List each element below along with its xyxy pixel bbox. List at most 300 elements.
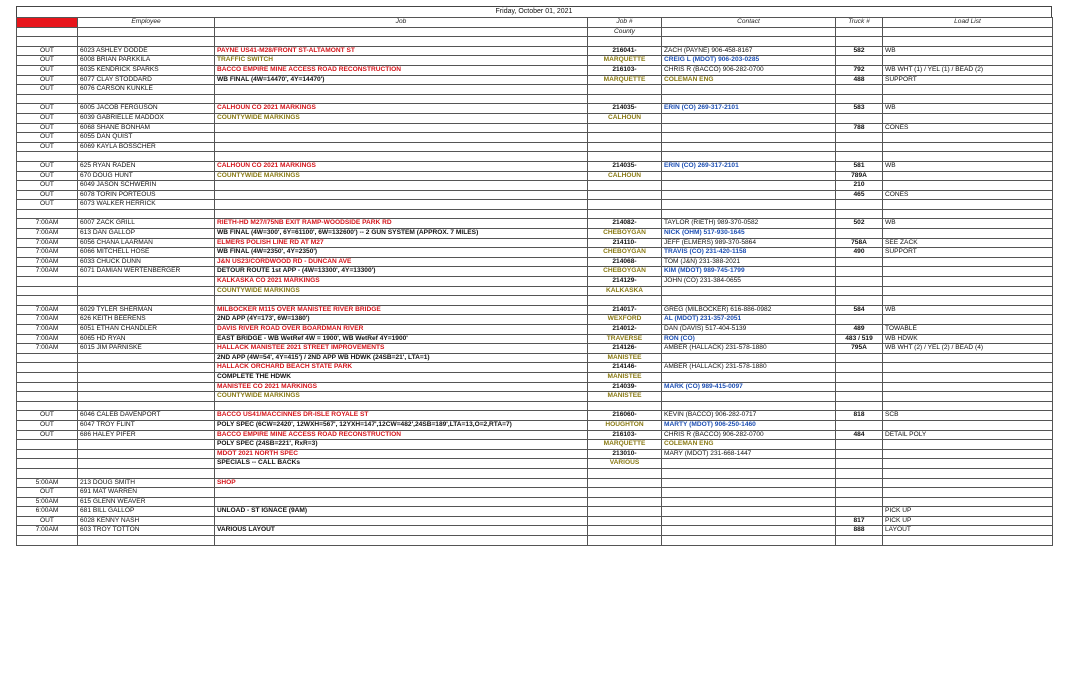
- row-contact: DAN (DAVIS) 517-404-5139: [662, 325, 836, 335]
- row-contact: [662, 372, 836, 382]
- row-contact: COLEMAN ENG: [662, 75, 836, 85]
- row-truck: 484: [836, 430, 883, 440]
- row-job: MDOT 2021 NORTH SPEC: [215, 449, 588, 459]
- row-contact: TRAVIS (CO) 231-420-1158: [662, 248, 836, 258]
- table-row: [17, 507, 1053, 517]
- row-job: [215, 181, 588, 191]
- row-truck: 210: [836, 181, 883, 191]
- row-load-list: [883, 152, 1053, 162]
- row-contact: [662, 171, 836, 181]
- row-job: POLY SPEC (24SB=221', RxR=3): [215, 440, 588, 450]
- row-time: OUT: [17, 430, 78, 440]
- row-job-number: MANISTEE: [588, 392, 662, 402]
- row-truck: [836, 401, 883, 411]
- row-truck: 502: [836, 219, 883, 229]
- row-time: [17, 401, 78, 411]
- row-job: ELMERS POLISH LINE RD AT M27: [215, 238, 588, 248]
- row-load-list: [883, 133, 1053, 143]
- schedule-sheet: [16, 6, 1052, 546]
- row-job: SPECIALS -- CALL BACKs: [215, 459, 588, 469]
- row-employee: 6046 CALEB DAVENPORT: [78, 411, 215, 421]
- row-load-list: [883, 401, 1053, 411]
- row-employee: [78, 401, 215, 411]
- row-job: MANISTEE CO 2021 MARKINGS: [215, 382, 588, 392]
- row-truck: 758A: [836, 238, 883, 248]
- row-truck: [836, 296, 883, 306]
- row-job-number: 214035-: [588, 104, 662, 114]
- row-truck: [836, 363, 883, 373]
- table-row: [17, 209, 1053, 219]
- row-employee: 6035 KENDRICK SPARKS: [78, 65, 215, 75]
- row-contact: [662, 478, 836, 488]
- row-contact: JEFF (ELMERS) 989-370-5864: [662, 238, 836, 248]
- row-job: [215, 497, 588, 507]
- table-row: [17, 526, 1053, 536]
- table-row: [17, 468, 1053, 478]
- row-contact: [662, 392, 836, 402]
- row-contact: [662, 353, 836, 363]
- row-contact: MARK (CO) 989-415-0097: [662, 382, 836, 392]
- row-job-number: 214146-: [588, 363, 662, 373]
- row-truck: [836, 200, 883, 210]
- table-row: [17, 536, 1053, 546]
- row-job: CALHOUN CO 2021 MARKINGS: [215, 161, 588, 171]
- row-time: [17, 449, 78, 459]
- row-employee: [78, 382, 215, 392]
- row-load-list: [883, 94, 1053, 104]
- table-row: [17, 430, 1053, 440]
- row-contact: [662, 133, 836, 143]
- row-contact: [662, 85, 836, 95]
- row-time: [17, 459, 78, 469]
- row-job-number: MARQUETTE: [588, 56, 662, 66]
- row-load-list: [883, 449, 1053, 459]
- table-row: [17, 516, 1053, 526]
- row-time: 7:00AM: [17, 526, 78, 536]
- row-job: RIETH-HD M27/I75NB EXIT RAMP-WOODSIDE PARK RD: [215, 219, 588, 229]
- row-contact: TOM (J&N) 231-388-2021: [662, 257, 836, 267]
- row-contact: ZACH (PAYNE) 906-458-8167: [662, 46, 836, 56]
- row-job-number: [588, 200, 662, 210]
- col-jobno-header: Job #: [588, 18, 662, 28]
- row-job: DETOUR ROUTE 1st APP - (4W=13300', 4Y=13300'): [215, 267, 588, 277]
- row-job-number: CHEBOYGAN: [588, 229, 662, 239]
- table-row: [17, 286, 1053, 296]
- row-employee: [78, 37, 215, 47]
- row-contact: [662, 536, 836, 546]
- row-employee: 6029 TYLER SHERMAN: [78, 305, 215, 315]
- row-job: PAYNE US41-M28/FRONT ST-ALTAMONT ST: [215, 46, 588, 56]
- row-truck: [836, 507, 883, 517]
- row-job-number: 214068-: [588, 257, 662, 267]
- row-time: 7:00AM: [17, 229, 78, 239]
- row-job-number: 214017-: [588, 305, 662, 315]
- row-job: [215, 296, 588, 306]
- row-contact: CHRIS R (BACCO) 906-282-0700: [662, 430, 836, 440]
- row-truck: [836, 372, 883, 382]
- row-job: [215, 200, 588, 210]
- row-load-list: [883, 459, 1053, 469]
- row-job-number: MARQUETTE: [588, 75, 662, 85]
- row-time: OUT: [17, 85, 78, 95]
- row-job: 2ND APP (4W=54', 4Y=415') / 2ND APP WB HDWK (24SB=21', LTA=1): [215, 353, 588, 363]
- row-contact: [662, 200, 836, 210]
- row-time: [17, 152, 78, 162]
- row-job-number: CHEBOYGAN: [588, 267, 662, 277]
- row-truck: [836, 267, 883, 277]
- row-load-list: [883, 315, 1053, 325]
- row-job-number: [588, 468, 662, 478]
- table-row: [17, 382, 1053, 392]
- row-job: COUNTYWIDE MARKINGS: [215, 113, 588, 123]
- row-job: [215, 27, 588, 37]
- row-job: DAVIS RIVER ROAD OVER BOARDMAN RIVER: [215, 325, 588, 335]
- row-employee: [78, 286, 215, 296]
- row-load-list: WB: [883, 219, 1053, 229]
- row-time: 7:00AM: [17, 305, 78, 315]
- row-employee: 6055 DAN QUIST: [78, 133, 215, 143]
- row-truck: 818: [836, 411, 883, 421]
- row-contact: TAYLOR (RIETH) 989-370-0582: [662, 219, 836, 229]
- row-employee: 6068 SHANE BONHAM: [78, 123, 215, 133]
- row-employee: [78, 353, 215, 363]
- row-employee: 6065 HD RYAN: [78, 334, 215, 344]
- row-contact: KEVIN (BACCO) 906-282-0717: [662, 411, 836, 421]
- row-contact: [662, 401, 836, 411]
- table-row: [17, 94, 1053, 104]
- row-load-list: [883, 286, 1053, 296]
- row-time: 7:00AM: [17, 257, 78, 267]
- row-truck: 817: [836, 516, 883, 526]
- table-row: [17, 411, 1053, 421]
- row-job-number: 214082-: [588, 219, 662, 229]
- row-load-list: [883, 257, 1053, 267]
- row-load-list: [883, 372, 1053, 382]
- row-job: J&N US23/CORDWOOD RD - DUNCAN AVE: [215, 257, 588, 267]
- row-truck: [836, 382, 883, 392]
- row-job-number: HOUGHTON: [588, 420, 662, 430]
- row-contact: [662, 27, 836, 37]
- row-time: OUT: [17, 113, 78, 123]
- table-row: [17, 171, 1053, 181]
- row-job: WB FINAL (4W=14470', 4Y=14470'): [215, 75, 588, 85]
- row-job-number: 214039-: [588, 382, 662, 392]
- row-job-number: [588, 497, 662, 507]
- row-job: [215, 94, 588, 104]
- row-job: BACCO US41/MACCINNES DR-ISLE ROYALE ST: [215, 411, 588, 421]
- row-job: CALHOUN CO 2021 MARKINGS: [215, 104, 588, 114]
- row-job-number: 216103-: [588, 430, 662, 440]
- row-contact: COLEMAN ENG: [662, 440, 836, 450]
- row-employee: 6049 JASON SCHWERIN: [78, 181, 215, 191]
- row-contact: AL (MDOT) 231-357-2051: [662, 315, 836, 325]
- row-truck: [836, 497, 883, 507]
- row-truck: [836, 142, 883, 152]
- row-time: OUT: [17, 488, 78, 498]
- row-truck: [836, 113, 883, 123]
- row-truck: 582: [836, 46, 883, 56]
- row-job-number: [588, 296, 662, 306]
- row-truck: [836, 449, 883, 459]
- row-contact: ERIN (CO) 269-317-2101: [662, 104, 836, 114]
- table-row: [17, 497, 1053, 507]
- row-job-number: CALHOUN: [588, 113, 662, 123]
- col-employee-header: Employee: [78, 18, 215, 28]
- row-truck: [836, 315, 883, 325]
- col-load-header: Load List: [883, 18, 1053, 28]
- row-employee: [78, 440, 215, 450]
- row-contact: [662, 516, 836, 526]
- row-time: [17, 94, 78, 104]
- row-job-number: 216041-: [588, 46, 662, 56]
- row-load-list: SUPPORT: [883, 248, 1053, 258]
- row-truck: 795A: [836, 344, 883, 354]
- row-job-number: KALKASKA: [588, 286, 662, 296]
- row-load-list: WB: [883, 46, 1053, 56]
- row-contact: [662, 181, 836, 191]
- row-employee: 6071 DAMIAN WERTENBERGER: [78, 267, 215, 277]
- table-row: [17, 190, 1053, 200]
- row-job-number: [588, 209, 662, 219]
- row-job-number: [588, 94, 662, 104]
- row-contact: JOHN (CO) 231-384-0655: [662, 277, 836, 287]
- row-load-list: [883, 277, 1053, 287]
- row-job: [215, 142, 588, 152]
- row-load-list: WB WHT (2) / YEL (2) / BEAD (4): [883, 344, 1053, 354]
- row-job: [215, 85, 588, 95]
- row-time: [17, 372, 78, 382]
- table-row: [17, 488, 1053, 498]
- row-employee: [78, 363, 215, 373]
- header-row: [17, 18, 1053, 28]
- row-load-list: [883, 209, 1053, 219]
- row-load-list: [883, 488, 1053, 498]
- row-employee: [78, 296, 215, 306]
- schedule-date: Friday, October 01, 2021: [16, 6, 1052, 17]
- row-load-list: WB WHT (1) / YEL (1) / BEAD (2): [883, 65, 1053, 75]
- row-employee: 6078 TORIN PORTEOUS: [78, 190, 215, 200]
- row-contact: RON (CO): [662, 334, 836, 344]
- row-load-list: SUPPORT: [883, 75, 1053, 85]
- row-job-number: CHEBOYGAN: [588, 248, 662, 258]
- table-row: [17, 248, 1053, 258]
- row-employee: [78, 468, 215, 478]
- row-time: [17, 296, 78, 306]
- row-job: [215, 209, 588, 219]
- row-truck: 490: [836, 248, 883, 258]
- row-truck: 792: [836, 65, 883, 75]
- row-time: [17, 27, 78, 37]
- table-row: [17, 113, 1053, 123]
- row-employee: 6008 BRIAN PARKKILA: [78, 56, 215, 66]
- row-load-list: [883, 440, 1053, 450]
- table-row: [17, 161, 1053, 171]
- row-contact: [662, 142, 836, 152]
- row-load-list: [883, 478, 1053, 488]
- row-job: POLY SPEC (6CW=2420', 12WXH=567', 12YXH=147',12CW=482',24SB=189',LTA=13,O=2,RTA=7): [215, 420, 588, 430]
- row-job-number: 214110-: [588, 238, 662, 248]
- row-truck: [836, 488, 883, 498]
- row-job: 2ND APP (4Y=173', 6W=1380'): [215, 315, 588, 325]
- row-employee: 6028 KENNY NASH: [78, 516, 215, 526]
- row-truck: 465: [836, 190, 883, 200]
- row-job: MILBOCKER M115 OVER MANISTEE RIVER BRIDGE: [215, 305, 588, 315]
- row-time: 5:00AM: [17, 478, 78, 488]
- table-row: [17, 46, 1053, 56]
- row-load-list: PICK UP: [883, 516, 1053, 526]
- table-row: [17, 229, 1053, 239]
- table-row: [17, 315, 1053, 325]
- row-load-list: WB: [883, 161, 1053, 171]
- table-row: [17, 27, 1053, 37]
- row-time: 7:00AM: [17, 344, 78, 354]
- row-job: KALKASKA CO 2021 MARKINGS: [215, 277, 588, 287]
- row-employee: 681 BILL GALLOP: [78, 507, 215, 517]
- row-job-number: [588, 181, 662, 191]
- row-truck: [836, 133, 883, 143]
- row-job-number: [588, 507, 662, 517]
- row-time: OUT: [17, 200, 78, 210]
- schedule-table: [16, 17, 1053, 546]
- row-contact: CREIG L (MDOT) 906-203-0285: [662, 56, 836, 66]
- row-truck: [836, 85, 883, 95]
- table-row: [17, 401, 1053, 411]
- row-job: [215, 536, 588, 546]
- row-time: OUT: [17, 133, 78, 143]
- row-job: [215, 152, 588, 162]
- row-load-list: [883, 85, 1053, 95]
- row-load-list: [883, 353, 1053, 363]
- row-truck: 584: [836, 305, 883, 315]
- row-employee: 670 DOUG HUNT: [78, 171, 215, 181]
- row-truck: [836, 353, 883, 363]
- row-truck: [836, 459, 883, 469]
- row-job: TRAFFIC SWITCH: [215, 56, 588, 66]
- row-job: [215, 516, 588, 526]
- row-employee: [78, 209, 215, 219]
- row-truck: [836, 37, 883, 47]
- row-job-number: 216103-: [588, 65, 662, 75]
- table-row: [17, 459, 1053, 469]
- row-contact: [662, 507, 836, 517]
- row-load-list: LAYOUT: [883, 526, 1053, 536]
- row-job: BACCO EMPIRE MINE ACCESS ROAD RECONSTRUCTION: [215, 65, 588, 75]
- row-load-list: [883, 497, 1053, 507]
- row-load-list: [883, 420, 1053, 430]
- row-truck: [836, 277, 883, 287]
- row-job-number: 216060-: [588, 411, 662, 421]
- row-truck: 489: [836, 325, 883, 335]
- row-load-list: CONES: [883, 123, 1053, 133]
- row-truck: 483 / 519: [836, 334, 883, 344]
- row-contact: [662, 152, 836, 162]
- row-contact: [662, 459, 836, 469]
- table-row: [17, 372, 1053, 382]
- row-time: 7:00AM: [17, 238, 78, 248]
- row-contact: [662, 37, 836, 47]
- row-job-number: 214129-: [588, 277, 662, 287]
- row-contact: CHRIS R (BACCO) 906-282-0700: [662, 65, 836, 75]
- row-job-number: [588, 152, 662, 162]
- row-job: EAST BRIDGE - WB WetRef 4W = 1900', WB WetRef 4Y=1900': [215, 334, 588, 344]
- row-employee: 603 TROY TOTTON: [78, 526, 215, 536]
- row-contact: [662, 94, 836, 104]
- col-truck-header: Truck #: [836, 18, 883, 28]
- row-employee: [78, 94, 215, 104]
- row-employee: 615 GLENN WEAVER: [78, 497, 215, 507]
- row-time: 7:00AM: [17, 325, 78, 335]
- table-row: [17, 257, 1053, 267]
- table-row: [17, 152, 1053, 162]
- row-employee: 6066 MITCHELL HOSE: [78, 248, 215, 258]
- row-load-list: [883, 37, 1053, 47]
- row-employee: 6023 ASHLEY DODDE: [78, 46, 215, 56]
- row-load-list: SEE ZACK: [883, 238, 1053, 248]
- table-row: [17, 37, 1053, 47]
- row-job-number: [588, 37, 662, 47]
- row-load-list: TOWABLE: [883, 325, 1053, 335]
- row-job-number: 214012-: [588, 325, 662, 335]
- row-contact: [662, 190, 836, 200]
- row-truck: [836, 56, 883, 66]
- table-row: [17, 56, 1053, 66]
- row-job-number: [588, 190, 662, 200]
- row-load-list: [883, 27, 1053, 37]
- table-row: [17, 219, 1053, 229]
- row-time: 6:00AM: [17, 507, 78, 517]
- row-contact: [662, 497, 836, 507]
- row-job-number: MANISTEE: [588, 353, 662, 363]
- row-contact: [662, 286, 836, 296]
- row-job: BACCO EMPIRE MINE ACCESS ROAD RECONSTRUCTION: [215, 430, 588, 440]
- row-load-list: [883, 113, 1053, 123]
- row-employee: 6005 JACOB FERGUSON: [78, 104, 215, 114]
- row-employee: 6076 CARSON KUNKLE: [78, 85, 215, 95]
- row-job-number: [588, 401, 662, 411]
- row-employee: [78, 459, 215, 469]
- row-load-list: [883, 382, 1053, 392]
- row-job: [215, 401, 588, 411]
- table-row: [17, 85, 1053, 95]
- table-row: [17, 75, 1053, 85]
- row-employee: [78, 392, 215, 402]
- row-job-number: VARIOUS: [588, 459, 662, 469]
- row-truck: [836, 420, 883, 430]
- row-employee: 691 MAT WARREN: [78, 488, 215, 498]
- row-time: OUT: [17, 104, 78, 114]
- row-load-list: [883, 200, 1053, 210]
- row-time: [17, 353, 78, 363]
- row-job-number: CALHOUN: [588, 171, 662, 181]
- row-contact: [662, 209, 836, 219]
- row-job: [215, 468, 588, 478]
- row-contact: [662, 123, 836, 133]
- row-truck: [836, 286, 883, 296]
- row-truck: [836, 27, 883, 37]
- row-time: [17, 37, 78, 47]
- row-job: SHOP: [215, 478, 588, 488]
- table-row: [17, 449, 1053, 459]
- row-employee: 213 DOUG SMITH: [78, 478, 215, 488]
- row-job-number: County: [588, 27, 662, 37]
- row-employee: 613 DAN GALLOP: [78, 229, 215, 239]
- row-contact: MARTY (MDOT) 906-250-1460: [662, 420, 836, 430]
- row-truck: 488: [836, 75, 883, 85]
- row-contact: AMBER (HALLACK) 231-578-1880: [662, 344, 836, 354]
- row-truck: 789A: [836, 171, 883, 181]
- row-job-number: WEXFORD: [588, 315, 662, 325]
- row-employee: 6047 TROY FLINT: [78, 420, 215, 430]
